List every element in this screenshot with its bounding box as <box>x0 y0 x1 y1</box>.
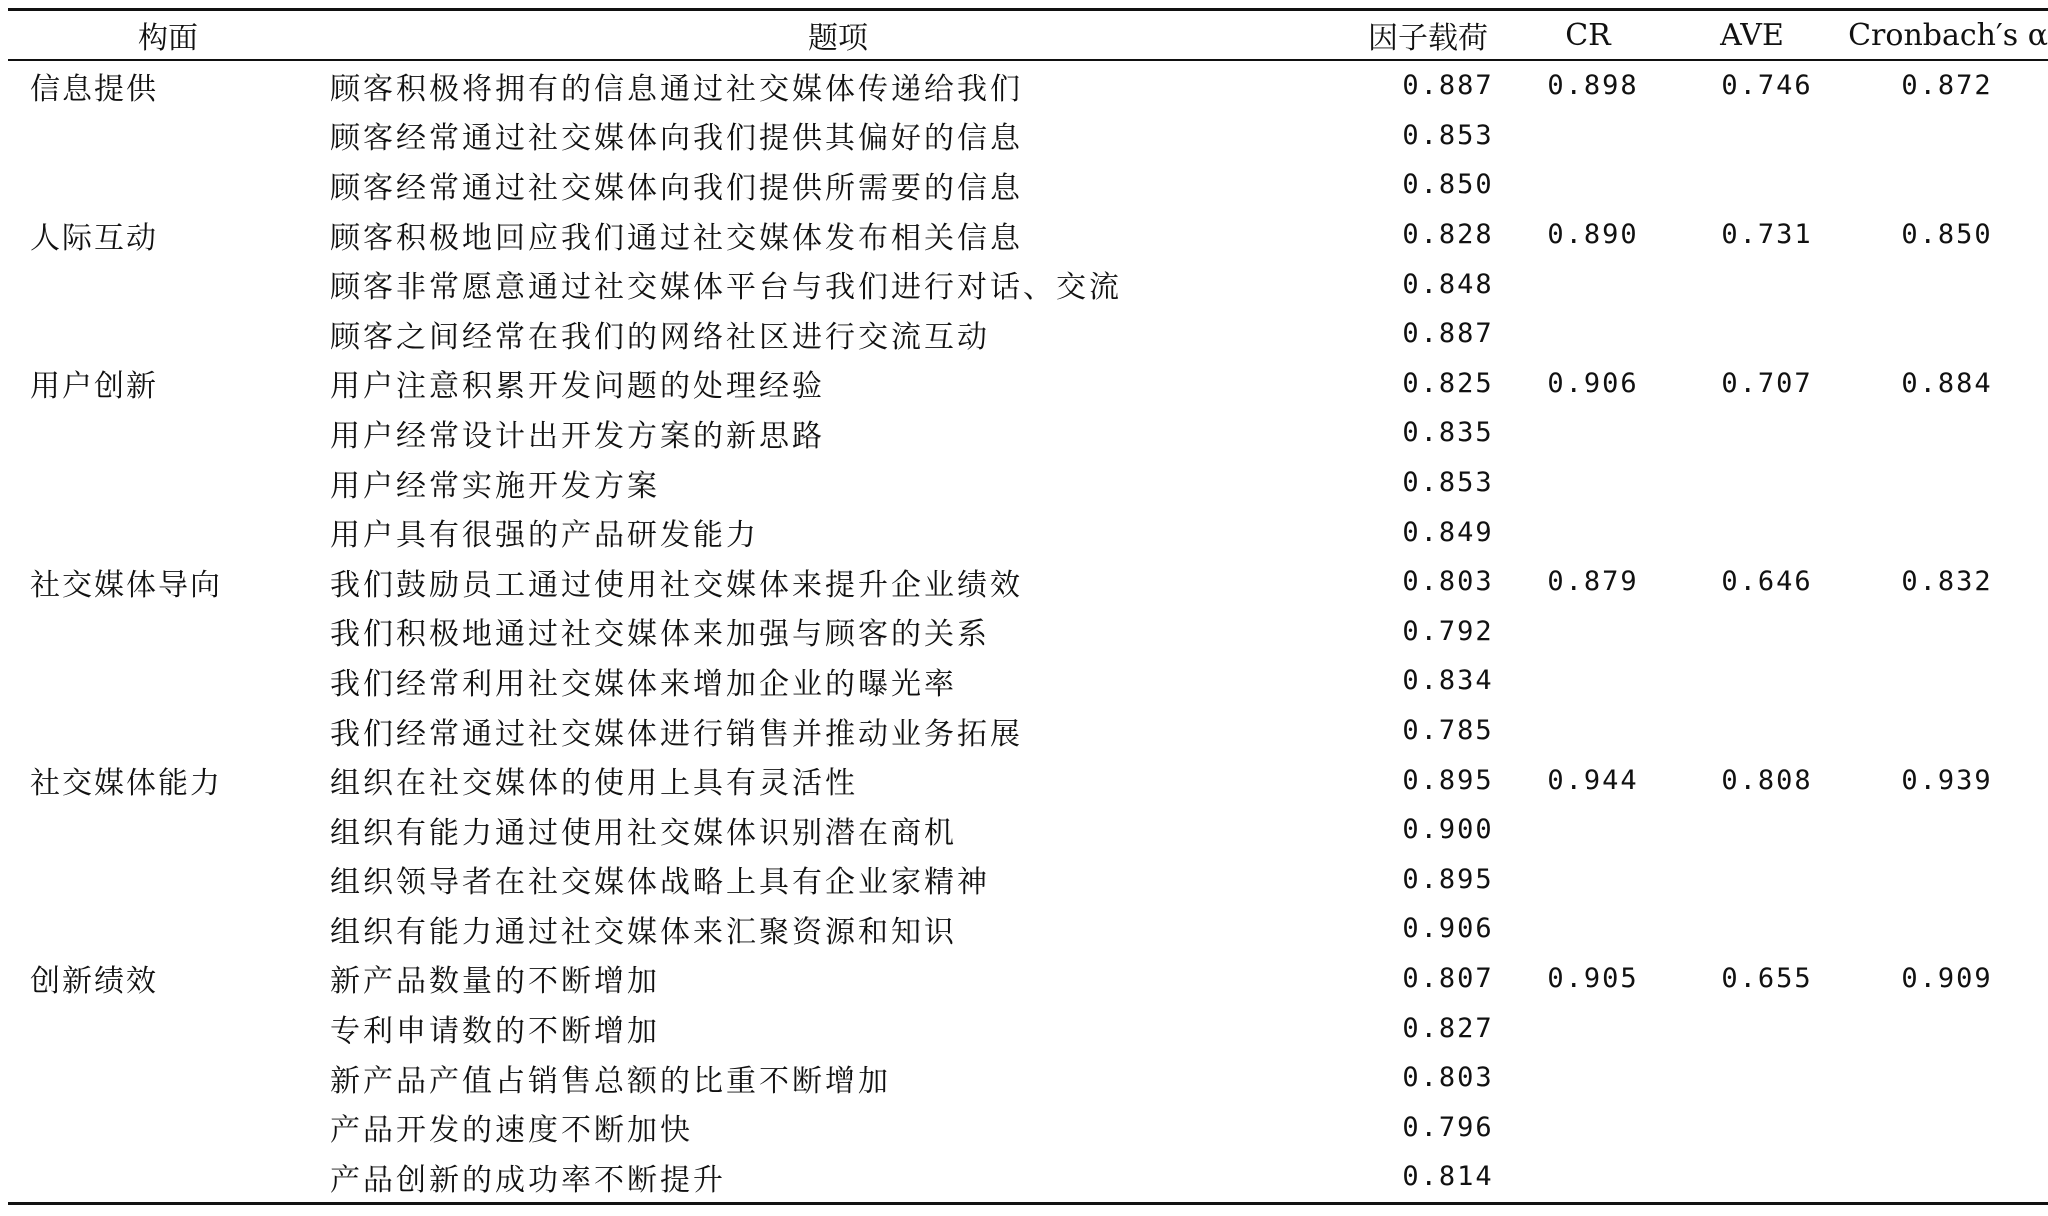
cronbach-alpha-cell: 0.939 <box>1901 764 1993 796</box>
construct-cell: 人际互动 <box>30 220 158 256</box>
construct-cell <box>8 408 328 458</box>
factor-loading-cell: 0.900 <box>1402 814 1494 846</box>
construct-cell <box>8 706 328 756</box>
construct-cell <box>8 656 328 706</box>
cronbach-alpha-cell <box>1836 656 2048 706</box>
cr-cell: 0.890 <box>1547 219 1639 251</box>
cr-cell <box>1508 259 1668 309</box>
header-item: 题项 <box>808 21 868 56</box>
cr-cell: 0.905 <box>1547 962 1639 994</box>
table-row <box>8 507 2048 557</box>
cronbach-alpha-cell: 0.850 <box>1901 219 1993 251</box>
construct-cell <box>8 1003 328 1053</box>
table-row <box>8 706 2048 756</box>
cr-cell <box>1508 607 1668 657</box>
construct-cell <box>8 259 328 309</box>
header-cr: CR <box>1565 17 1611 53</box>
construct-cell: 用户创新 <box>30 369 158 405</box>
table-row <box>8 1102 2048 1152</box>
table-row <box>8 805 2048 855</box>
factor-loading-cell: 0.887 <box>1402 70 1494 102</box>
item-cell: 顾客积极地回应我们通过社交媒体发布相关信息 <box>330 220 1023 256</box>
cronbach-alpha-cell <box>1836 855 2048 905</box>
cr-cell: 0.898 <box>1547 70 1639 102</box>
table-body <box>8 60 2048 1203</box>
cronbach-alpha-cell <box>1836 1102 2048 1152</box>
item-cell: 新产品产值占销售总额的比重不断增加 <box>330 1063 891 1099</box>
factor-loading-cell: 0.792 <box>1402 615 1494 647</box>
ave-cell: 0.746 <box>1721 70 1813 102</box>
item-cell: 组织在社交媒体的使用上具有灵活性 <box>330 766 858 802</box>
item-cell: 用户具有很强的产品研发能力 <box>330 518 759 554</box>
table-row <box>8 210 2048 260</box>
factor-loading-cell: 0.906 <box>1402 913 1494 945</box>
construct-cell <box>8 507 328 557</box>
cronbach-alpha-cell: 0.872 <box>1901 70 1993 102</box>
table-row <box>8 855 2048 905</box>
table-row <box>8 458 2048 508</box>
factor-loading-cell: 0.853 <box>1402 467 1494 499</box>
reliability-validity-table-wrapper <box>8 8 2048 1205</box>
table-row <box>8 755 2048 805</box>
item-cell: 顾客非常愿意通过社交媒体平台与我们进行对话、交流 <box>330 270 1122 306</box>
ave-cell <box>1668 1152 1836 1203</box>
cronbach-alpha-cell: 0.909 <box>1901 962 1993 994</box>
item-cell: 组织有能力通过社交媒体来汇聚资源和知识 <box>330 914 957 950</box>
cr-cell <box>1508 904 1668 954</box>
ave-cell <box>1668 1102 1836 1152</box>
cr-cell <box>1508 1003 1668 1053</box>
ave-cell <box>1668 507 1836 557</box>
header-cronbach-alpha: Cronbach′s α <box>1848 17 2048 53</box>
cronbach-alpha-cell: 0.884 <box>1901 367 1993 399</box>
construct-cell <box>8 309 328 359</box>
item-cell: 用户经常实施开发方案 <box>330 468 660 504</box>
table-row <box>8 160 2048 210</box>
table-row <box>8 111 2048 161</box>
construct-cell: 社交媒体能力 <box>30 766 222 802</box>
construct-cell <box>8 904 328 954</box>
cr-cell <box>1508 309 1668 359</box>
ave-cell <box>1668 607 1836 657</box>
table-row <box>8 1003 2048 1053</box>
factor-loading-cell: 0.828 <box>1402 219 1494 251</box>
ave-cell: 0.707 <box>1721 367 1813 399</box>
item-cell: 顾客经常通过社交媒体向我们提供所需要的信息 <box>330 170 1023 206</box>
ave-cell: 0.808 <box>1721 764 1813 796</box>
table-row <box>8 954 2048 1004</box>
ave-cell <box>1668 1003 1836 1053</box>
item-cell: 产品开发的速度不断加快 <box>330 1113 693 1149</box>
cr-cell <box>1508 458 1668 508</box>
ave-cell: 0.646 <box>1721 566 1813 598</box>
factor-loading-cell: 0.807 <box>1402 962 1494 994</box>
cronbach-alpha-cell <box>1836 1003 2048 1053</box>
construct-cell: 信息提供 <box>30 71 158 107</box>
item-cell: 用户注意积累开发问题的处理经验 <box>330 369 825 405</box>
item-cell: 组织有能力通过使用社交媒体识别潜在商机 <box>330 815 957 851</box>
table-header <box>8 10 2048 61</box>
cr-cell: 0.944 <box>1547 764 1639 796</box>
table-row <box>8 259 2048 309</box>
ave-cell <box>1668 111 1836 161</box>
cronbach-alpha-cell <box>1836 607 2048 657</box>
item-cell: 我们鼓励员工通过使用社交媒体来提升企业绩效 <box>330 567 1023 603</box>
table-row <box>8 557 2048 607</box>
cr-cell: 0.906 <box>1547 367 1639 399</box>
cr-cell <box>1508 855 1668 905</box>
cr-cell: 0.879 <box>1547 566 1639 598</box>
factor-loading-cell: 0.835 <box>1402 417 1494 449</box>
cronbach-alpha-cell <box>1836 1152 2048 1203</box>
ave-cell <box>1668 805 1836 855</box>
construct-cell <box>8 458 328 508</box>
item-cell: 顾客之间经常在我们的网络社区进行交流互动 <box>330 319 990 355</box>
table-row <box>8 60 2048 111</box>
construct-cell <box>8 1102 328 1152</box>
factor-loading-cell: 0.796 <box>1402 1111 1494 1143</box>
item-cell: 新产品数量的不断增加 <box>330 964 660 1000</box>
item-cell: 顾客经常通过社交媒体向我们提供其偏好的信息 <box>330 121 1023 157</box>
ave-cell <box>1668 904 1836 954</box>
factor-loading-cell: 0.887 <box>1402 318 1494 350</box>
factor-loading-cell: 0.785 <box>1402 715 1494 747</box>
item-cell: 产品创新的成功率不断提升 <box>330 1162 726 1198</box>
cronbach-alpha-cell: 0.832 <box>1901 566 1993 598</box>
cronbach-alpha-cell <box>1836 458 2048 508</box>
construct-cell: 社交媒体导向 <box>30 567 222 603</box>
item-cell: 用户经常设计出开发方案的新思路 <box>330 418 825 454</box>
cr-cell <box>1508 408 1668 458</box>
construct-cell <box>8 607 328 657</box>
cr-cell <box>1508 805 1668 855</box>
cr-cell <box>1508 1053 1668 1103</box>
cr-cell <box>1508 656 1668 706</box>
header-construct: 构面 <box>138 21 198 56</box>
table-row <box>8 359 2048 409</box>
table-row <box>8 607 2048 657</box>
cronbach-alpha-cell <box>1836 160 2048 210</box>
cronbach-alpha-cell <box>1836 1053 2048 1103</box>
cronbach-alpha-cell <box>1836 706 2048 756</box>
factor-loading-cell: 0.849 <box>1402 516 1494 548</box>
ave-cell <box>1668 855 1836 905</box>
header-loading: 因子载荷 <box>1368 21 1488 56</box>
ave-cell <box>1668 160 1836 210</box>
factor-loading-cell: 0.895 <box>1402 863 1494 895</box>
cronbach-alpha-cell <box>1836 904 2048 954</box>
table-row <box>8 1152 2048 1203</box>
factor-loading-cell: 0.803 <box>1402 1062 1494 1094</box>
ave-cell: 0.655 <box>1721 962 1813 994</box>
table-row <box>8 656 2048 706</box>
factor-loading-cell: 0.825 <box>1402 367 1494 399</box>
cronbach-alpha-cell <box>1836 408 2048 458</box>
header-ave: AVE <box>1720 17 1784 53</box>
factor-loading-cell: 0.895 <box>1402 764 1494 796</box>
cr-cell <box>1508 706 1668 756</box>
cr-cell <box>1508 1102 1668 1152</box>
cronbach-alpha-cell <box>1836 111 2048 161</box>
factor-loading-cell: 0.850 <box>1402 169 1494 201</box>
ave-cell <box>1668 1053 1836 1103</box>
factor-loading-cell: 0.853 <box>1402 119 1494 151</box>
cronbach-alpha-cell <box>1836 805 2048 855</box>
table-row <box>8 309 2048 359</box>
ave-cell <box>1668 656 1836 706</box>
table-row <box>8 408 2048 458</box>
item-cell: 我们积极地通过社交媒体来加强与顾客的关系 <box>330 617 990 653</box>
factor-loading-cell: 0.827 <box>1402 1012 1494 1044</box>
construct-cell <box>8 805 328 855</box>
construct-cell: 创新绩效 <box>30 964 158 1000</box>
cr-cell <box>1508 507 1668 557</box>
cronbach-alpha-cell <box>1836 259 2048 309</box>
reliability-validity-table <box>8 8 2048 1205</box>
item-cell: 专利申请数的不断增加 <box>330 1014 660 1050</box>
ave-cell <box>1668 259 1836 309</box>
ave-cell <box>1668 706 1836 756</box>
ave-cell <box>1668 408 1836 458</box>
cronbach-alpha-cell <box>1836 309 2048 359</box>
ave-cell <box>1668 458 1836 508</box>
table-row <box>8 1053 2048 1103</box>
construct-cell <box>8 160 328 210</box>
cr-cell <box>1508 160 1668 210</box>
factor-loading-cell: 0.814 <box>1402 1161 1494 1193</box>
item-cell: 我们经常利用社交媒体来增加企业的曝光率 <box>330 666 957 702</box>
item-cell: 组织领导者在社交媒体战略上具有企业家精神 <box>330 865 990 901</box>
ave-cell: 0.731 <box>1721 219 1813 251</box>
construct-cell <box>8 855 328 905</box>
construct-cell <box>8 111 328 161</box>
construct-cell <box>8 1053 328 1103</box>
header-row <box>8 10 2048 61</box>
item-cell: 我们经常通过社交媒体进行销售并推动业务拓展 <box>330 716 1023 752</box>
cronbach-alpha-cell <box>1836 507 2048 557</box>
factor-loading-cell: 0.834 <box>1402 665 1494 697</box>
ave-cell <box>1668 309 1836 359</box>
table-row <box>8 904 2048 954</box>
item-cell: 顾客积极将拥有的信息通过社交媒体传递给我们 <box>330 71 1023 107</box>
cr-cell <box>1508 1152 1668 1203</box>
factor-loading-cell: 0.803 <box>1402 566 1494 598</box>
factor-loading-cell: 0.848 <box>1402 268 1494 300</box>
cr-cell <box>1508 111 1668 161</box>
construct-cell <box>8 1152 328 1203</box>
